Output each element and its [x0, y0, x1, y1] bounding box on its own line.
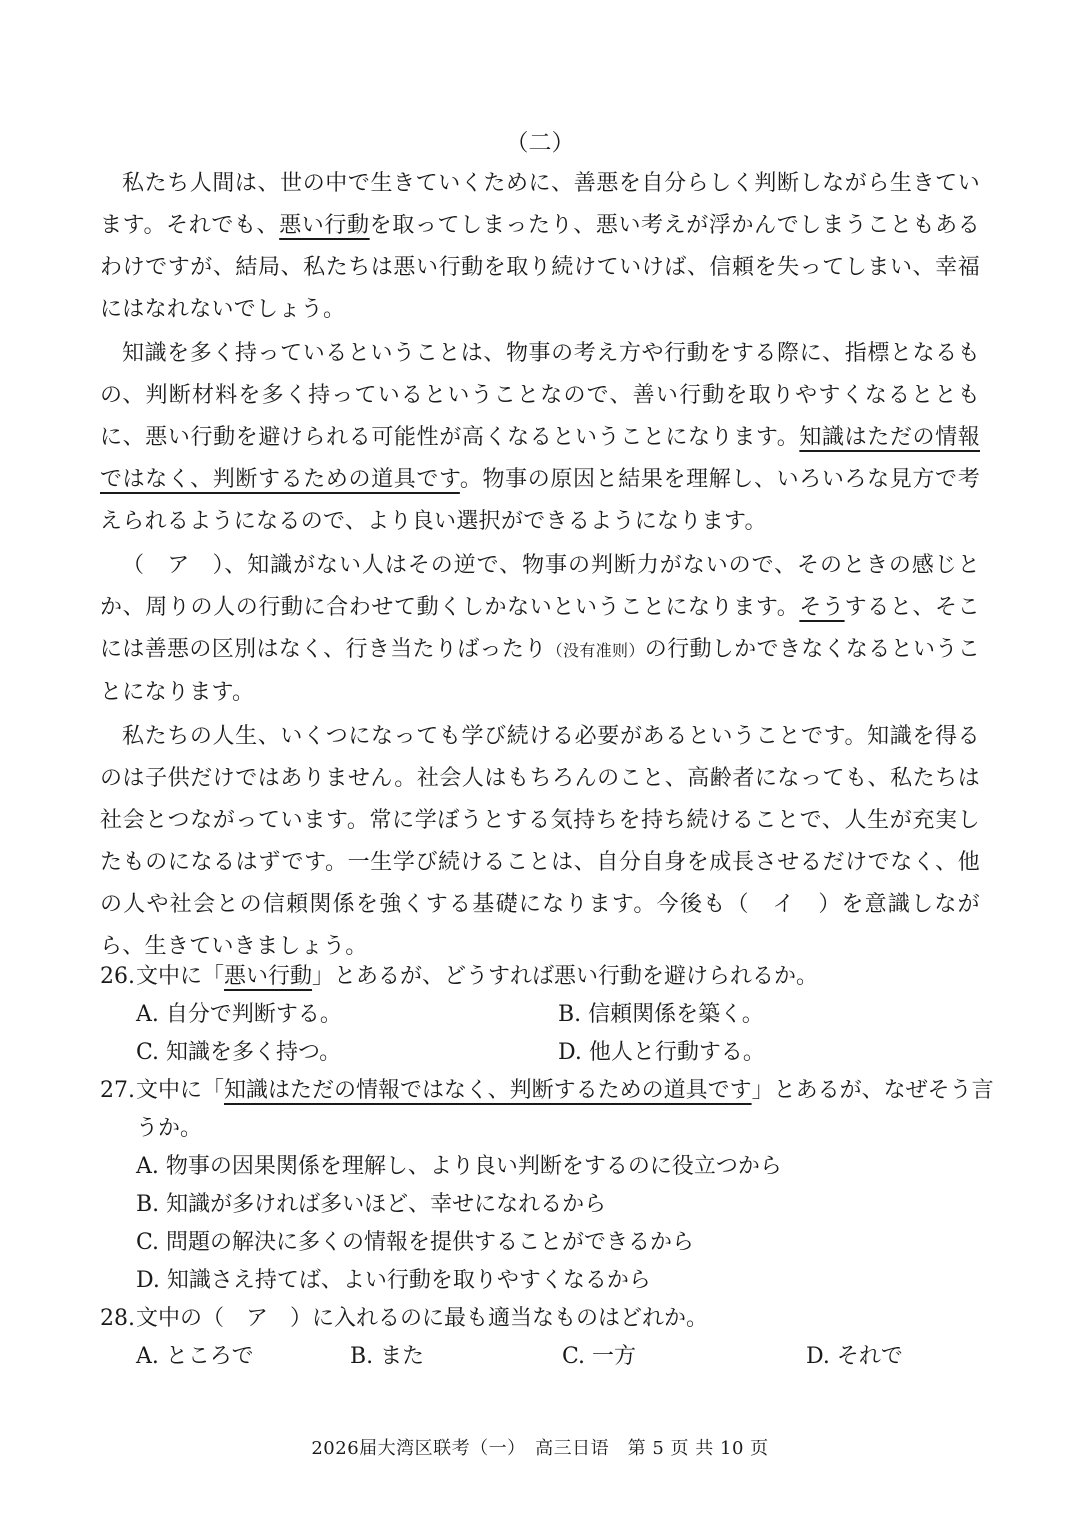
underlined-quote: 知識はただの情報ではなく、判断するための道具です	[224, 1078, 752, 1103]
passage-text: を意識しながら、生きていきましょう。	[100, 892, 980, 959]
question-27	[100, 1072, 1000, 1300]
underlined-phrase-bad-action: 悪い行動	[279, 213, 370, 238]
passage-text: 私たちの人生、いくつになっても学び続ける必要があるということです。知識を得るのは子供だけではありません。社会人はもちろんのこと、高齢者になっても、私たちは社会とつながっています。常に学ぼうとする気持ちを持ち続けることで、人生が充実したものになるはずです。一生学び続けることは、自分自身を成長させるだけでなく、他の人や社会との信頼関係を強くする基礎になります。今後も	[100, 724, 980, 917]
option-c[interactable]: C. 問題の解決に多くの情報を提供することができるから	[136, 1230, 695, 1255]
option-d[interactable]: D. それで	[806, 1344, 903, 1369]
underlined-quote: 悪い行動	[224, 964, 313, 989]
passage-text: の行動しかできなくなるということになります。	[100, 637, 980, 705]
blank-i: （ イ ）	[726, 892, 842, 917]
question-28	[100, 1300, 1000, 1376]
options-row	[100, 996, 1000, 1034]
question-number: 26.	[100, 964, 135, 989]
question-26	[100, 958, 1000, 1072]
option-c[interactable]: C. 一方	[562, 1344, 637, 1369]
option-d[interactable]: D. 他人と行動する。	[558, 1040, 765, 1065]
option-a[interactable]: A. ところで	[136, 1344, 254, 1369]
translation-note: （没有准则）	[546, 641, 645, 660]
option-c[interactable]: C. 知識を多く持つ。	[136, 1040, 342, 1065]
option-b[interactable]: B. また	[350, 1344, 425, 1369]
question-number: 27.	[100, 1078, 135, 1103]
passage-paragraph-4	[100, 716, 980, 968]
question-stem	[100, 958, 1000, 996]
options-row	[100, 1034, 1000, 1072]
question-number: 28.	[100, 1306, 135, 1331]
passage-text: 。物事の原因と結果を理解し、いろいろな見方で考えられるようになるので、より良い選択ができるようになります。	[100, 467, 980, 534]
passage-text: 、知識がない人はその逆で、物事の判断力がないので、そのときの感じとか、周りの人の行動に合わせて動くしかないということになります。	[100, 553, 980, 620]
stem-text: 文中に「	[136, 964, 225, 989]
question-list	[100, 958, 1000, 1376]
stem-text: 」とあるが、どうすれば悪い行動を避けられるか。	[312, 964, 819, 989]
question-stem	[100, 1300, 1000, 1338]
stem-text: 文中の（ ア ）に入れるのに最も適当なものはどれか。	[136, 1306, 709, 1331]
options-row	[100, 1338, 1000, 1376]
reading-passage	[100, 163, 980, 970]
passage-text: すると、そこには善悪の区別はなく、行き当たりばったり	[100, 595, 980, 662]
blank-a: （ ア ）	[122, 553, 225, 578]
underlined-phrase-knowledge-tool: 知識はただの情報ではなく、判断するための道具です	[100, 425, 980, 492]
passage-paragraph-2	[100, 333, 980, 543]
option-d[interactable]: D. 知識さえ持てば、よい行動を取りやすくなるから	[136, 1268, 651, 1293]
stem-text: 」とあるが、なぜそう言うか。	[136, 1078, 994, 1141]
page-footer: 2026届大湾区联考（一） 高三日语 第 5 页 共 10 页	[311, 1438, 769, 1459]
passage-paragraph-3	[100, 545, 980, 714]
passage-text: 知識を多く持っているということは、物事の考え方や行動をする際に、指標となるもの、判断材料を多く持っているということなので、善い行動を取りやすくなるとともに、悪い行動を避けられる可能性が高くなるということになります。	[100, 341, 980, 450]
passage-paragraph-1	[100, 163, 980, 331]
option-a[interactable]: A. 自分で判断する。	[136, 1002, 342, 1027]
passage-text: を取ってしまったり、悪い考えが浮かんでしまうこともあるわけですが、結局、私たちは悪い行動を取り続けていけば、信頼を失ってしまい、幸福にはなれないでしょう。	[100, 213, 981, 322]
passage-text: 私たち人間は、世の中で生きていくために、善悪を自分らしく判断しながら生きています。それでも、	[100, 171, 980, 238]
question-stem	[100, 1072, 1000, 1148]
section-title: （二）	[505, 130, 575, 156]
underlined-word-sou: そう	[799, 595, 845, 620]
option-a[interactable]: A. 物事の因果関係を理解し、より良い判断をするのに役立つから	[136, 1154, 782, 1179]
option-b[interactable]: B. 知識が多ければ多いほど、幸せになれるから	[136, 1192, 607, 1217]
option-b[interactable]: B. 信頼関係を築く。	[558, 1002, 764, 1027]
stem-text: 文中に「	[136, 1078, 225, 1103]
